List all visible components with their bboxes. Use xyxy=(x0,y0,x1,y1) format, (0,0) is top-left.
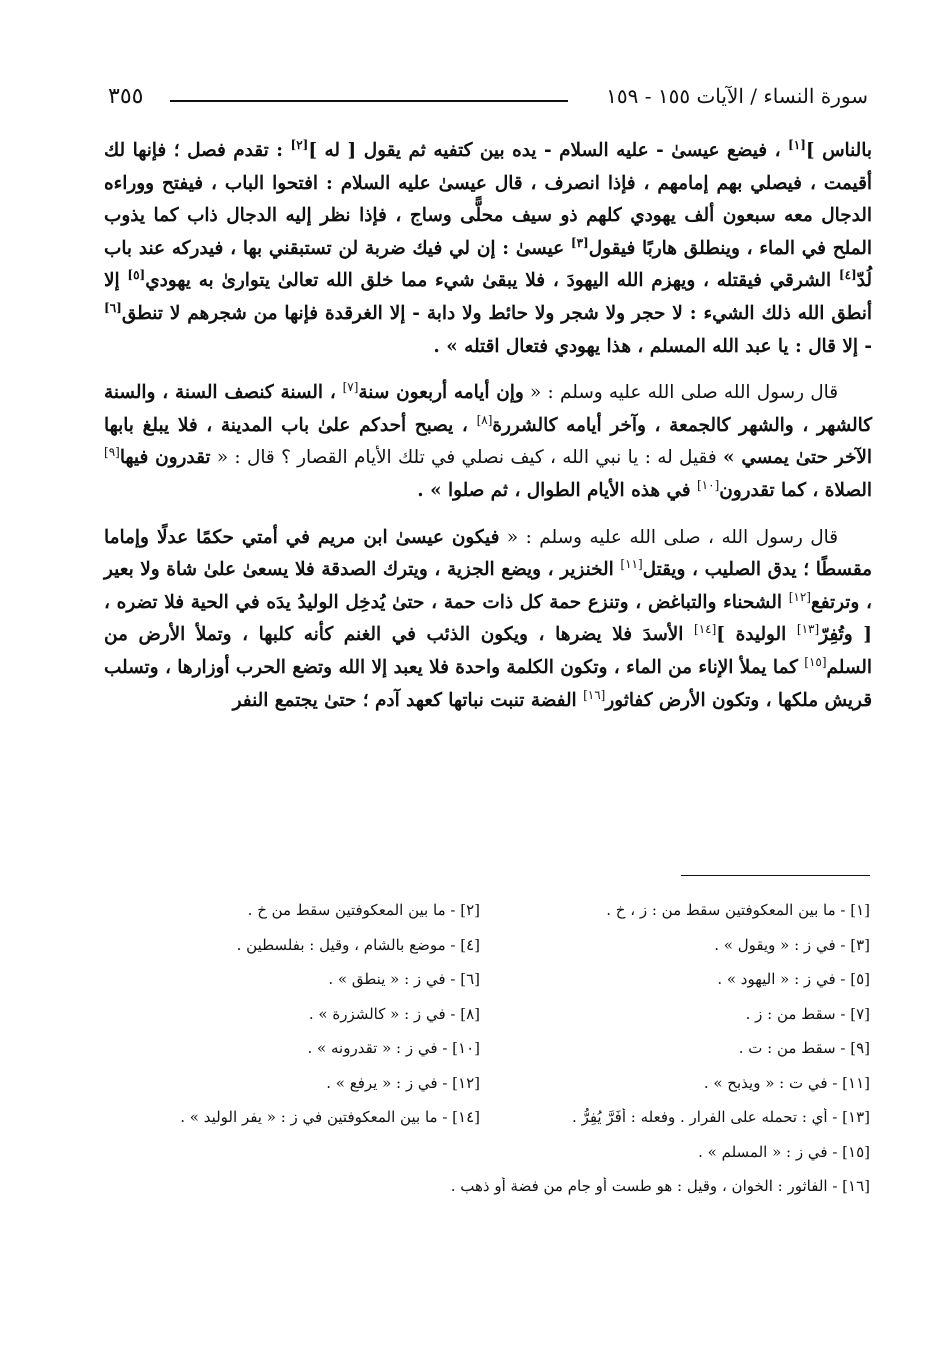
footnote-ref: [٥] xyxy=(127,268,146,283)
footnote-ref: [٢] xyxy=(290,137,309,152)
hadith-intro: قال رسول الله ، صلى الله عليه وسلم : « xyxy=(499,526,838,548)
footnote-item: [٦] - في ز : « ينطق » . xyxy=(328,970,480,989)
footnote-item: [١٤] - ما بين المعكوفتين في ز : « يفر الوليد » . xyxy=(180,1108,480,1127)
text-span: كما يملأ الإناء من الماء ، وتكون الكلمة واحدة فلا يعبد إلا الله وتضع الحرب أوزارها ، وتسلب قريش ملكها ، وتكون الأرض كفاثور xyxy=(104,656,872,711)
footnote-item: [١٢] - في ز : « يرفع » . xyxy=(326,1073,480,1092)
text-span: - إلا قال : يا عبد الله المسلم ، هذا يهودي فتعال اقتله » . xyxy=(433,335,872,357)
footnote-item: [١] - ما بين المعكوفتين سقط من : ز ، خ . xyxy=(606,901,870,920)
text-span: : تقدم فصل ؛ فإنها لك أقيمت ، فيصلي بهم إمامهم ، فإذا انصرف ، قال عيسىٰ عليه السلام : افتحوا الباب ، فيفتح ووراءه الدجال معه سبعون ألف يهودي كلهم ذو سيف محلًّى وساج ، فإذا نظر إليه الدجال ذاب كما يذوب الملح في الماء ، وينطلق هاربًا فيقول xyxy=(104,140,873,259)
text-span: الشرقي فيقتله ، ويهزم الله اليهودَ ، فلا يبقىٰ شيء مما خلق الله تعالىٰ يتوارىٰ به يهودي xyxy=(145,270,839,292)
footnote-row xyxy=(90,1100,870,1135)
footnote-item: [١٦] - الفاثور : الخوان ، وقيل : هو طست أو جام من فضة أو ذهب . xyxy=(450,1177,870,1196)
text-span: ، يصبح أحدكم علىٰ باب المدينة ، فلا يبلغ بابها الآخر حتىٰ يمسي » xyxy=(104,414,872,469)
footnote-ref: [١٥] xyxy=(804,654,827,669)
footnotes xyxy=(90,893,870,1204)
text-span: الشحناء والتباغض ، وتنزع حمة كل ذات حمة ، حتىٰ يُدخِل الوليدُ يدَه في الحية فلا تضره ، [ وتُفِرّ xyxy=(104,591,872,646)
text-span: فيكون عيسىٰ ابن مريم في أمتي حكمًا عدلًا وإماما مقسطًا ؛ يدق الصليب ، ويقتل xyxy=(104,526,872,581)
footnote-row xyxy=(90,997,870,1032)
footnote-ref: [١٦] xyxy=(583,687,606,702)
text-span: الأسدَ فلا يضرها ، ويكون الذئب في الغنم كأنه كلبها ، وتملأ الأرض من السلم xyxy=(104,624,872,678)
text-span: إلا أنطق الله ذلك الشيء : لا حجر ولا شجر ولا حائط ولا دابة - إلا الغرقدة فإنها من شجرهم لا تنطق xyxy=(104,270,872,324)
paragraph-1 xyxy=(104,135,872,363)
text-span: وإن أيامه أربعون سنة xyxy=(358,382,524,404)
footnote-item: [١٠] - في ز : « تقدرونه » . xyxy=(307,1039,480,1058)
footnote-ref: [١٤] xyxy=(694,622,717,637)
footnote-item: [٨] - في ز : « كالشزرة » . xyxy=(308,1004,480,1023)
text-span: الخنزير ، ويضع الجزية ، ويترك الصدقة فلا يسعىٰ علىٰ شاة ولا بعير ، وترتفع xyxy=(104,559,872,613)
footnote-item: [١٣] - أي : تحمله على الفرار . وفعله : أَفَرَّ يُفِرُّ . xyxy=(572,1108,870,1127)
text-span: الوليدة ] xyxy=(716,624,797,646)
main-text xyxy=(104,135,872,717)
footnote-item: [٢] - ما بين المعكوفتين سقط من خ . xyxy=(247,901,480,920)
footnote-ref: [١] xyxy=(788,137,806,152)
footnote-row xyxy=(90,928,870,963)
text-span: الفضة تنبت نباتها كعهد آدم ؛ حتىٰ يجتمع النفر xyxy=(232,689,584,711)
footnote-item: [٩] - سقط من : ت . xyxy=(738,1039,870,1058)
hadith-intro: قال رسول الله صلى الله عليه وسلم : « xyxy=(523,382,838,404)
text-span: الصلاة ، كما تقدرون xyxy=(719,479,872,501)
footnote-ref: [١٢] xyxy=(788,589,811,604)
footnote-item: [١٥] - في ز : « المسلم » . xyxy=(698,1142,870,1161)
paragraph-3 xyxy=(104,522,872,718)
footnote-row xyxy=(90,1031,870,1066)
footnote-row xyxy=(90,1169,870,1204)
footnote-ref: [٧] xyxy=(342,380,359,395)
footnote-separator xyxy=(681,875,870,876)
footnote-item: [٧] - سقط من : ز . xyxy=(745,1004,870,1023)
text-span: فقيل له : يا نبي الله ، كيف نصلي في تلك الأيام القصار ؟ قال : « xyxy=(210,447,723,469)
header-rule xyxy=(170,100,568,102)
footnote-ref: [٣] xyxy=(570,235,589,250)
text-span: تقدرون فيها xyxy=(119,447,211,469)
footnote-item: [٣] - في ز : « ويقول » . xyxy=(714,935,870,954)
text-span: عيسىٰ : إن لي فيك ضربة لن تستبقني بها ، فيدركه عند باب لُدّ xyxy=(104,237,872,292)
text-span: ، فيضع عيسىٰ - عليه السلام - يده بين كتفيه ثم يقول [ له ] xyxy=(308,140,789,161)
footnote-ref: [٩] xyxy=(104,445,120,460)
paragraph-2 xyxy=(104,377,872,507)
footnote-ref: [١٣] xyxy=(796,622,820,637)
footnote-ref: [٦] xyxy=(104,300,122,315)
text-span: في هذه الأيام الطوال ، ثم صلوا » . xyxy=(417,479,697,501)
footnote-item: [١١] - في ت : « ويذبح » . xyxy=(703,1073,870,1092)
footnote-ref: [١١] xyxy=(620,557,643,571)
footnote-row xyxy=(90,1135,870,1170)
page-header xyxy=(108,84,868,114)
text-span: ، السنة كنصف السنة ، والسنة كالشهر ، والشهر كالجمعة ، وآخر أيامه كالشررة xyxy=(104,382,872,436)
footnote-ref: [٨] xyxy=(476,412,493,427)
footnote-item: [٤] - موضع بالشام ، وقيل : بفلسطين . xyxy=(236,935,480,954)
footnote-ref: [٤] xyxy=(838,268,857,283)
footnote-item: [٥] - في ز : « اليهود » . xyxy=(717,970,870,989)
footnote-row xyxy=(90,893,870,928)
page-number: ٣٥٥ xyxy=(108,84,144,109)
footnote-row xyxy=(90,1066,870,1101)
footnote-row xyxy=(90,962,870,997)
text-span: بالناس ] xyxy=(805,140,873,161)
chapter-title: سورة النساء / الآيات ١٥٥ - ١٥٩ xyxy=(606,84,868,108)
footnote-ref: [١٠] xyxy=(696,477,720,492)
